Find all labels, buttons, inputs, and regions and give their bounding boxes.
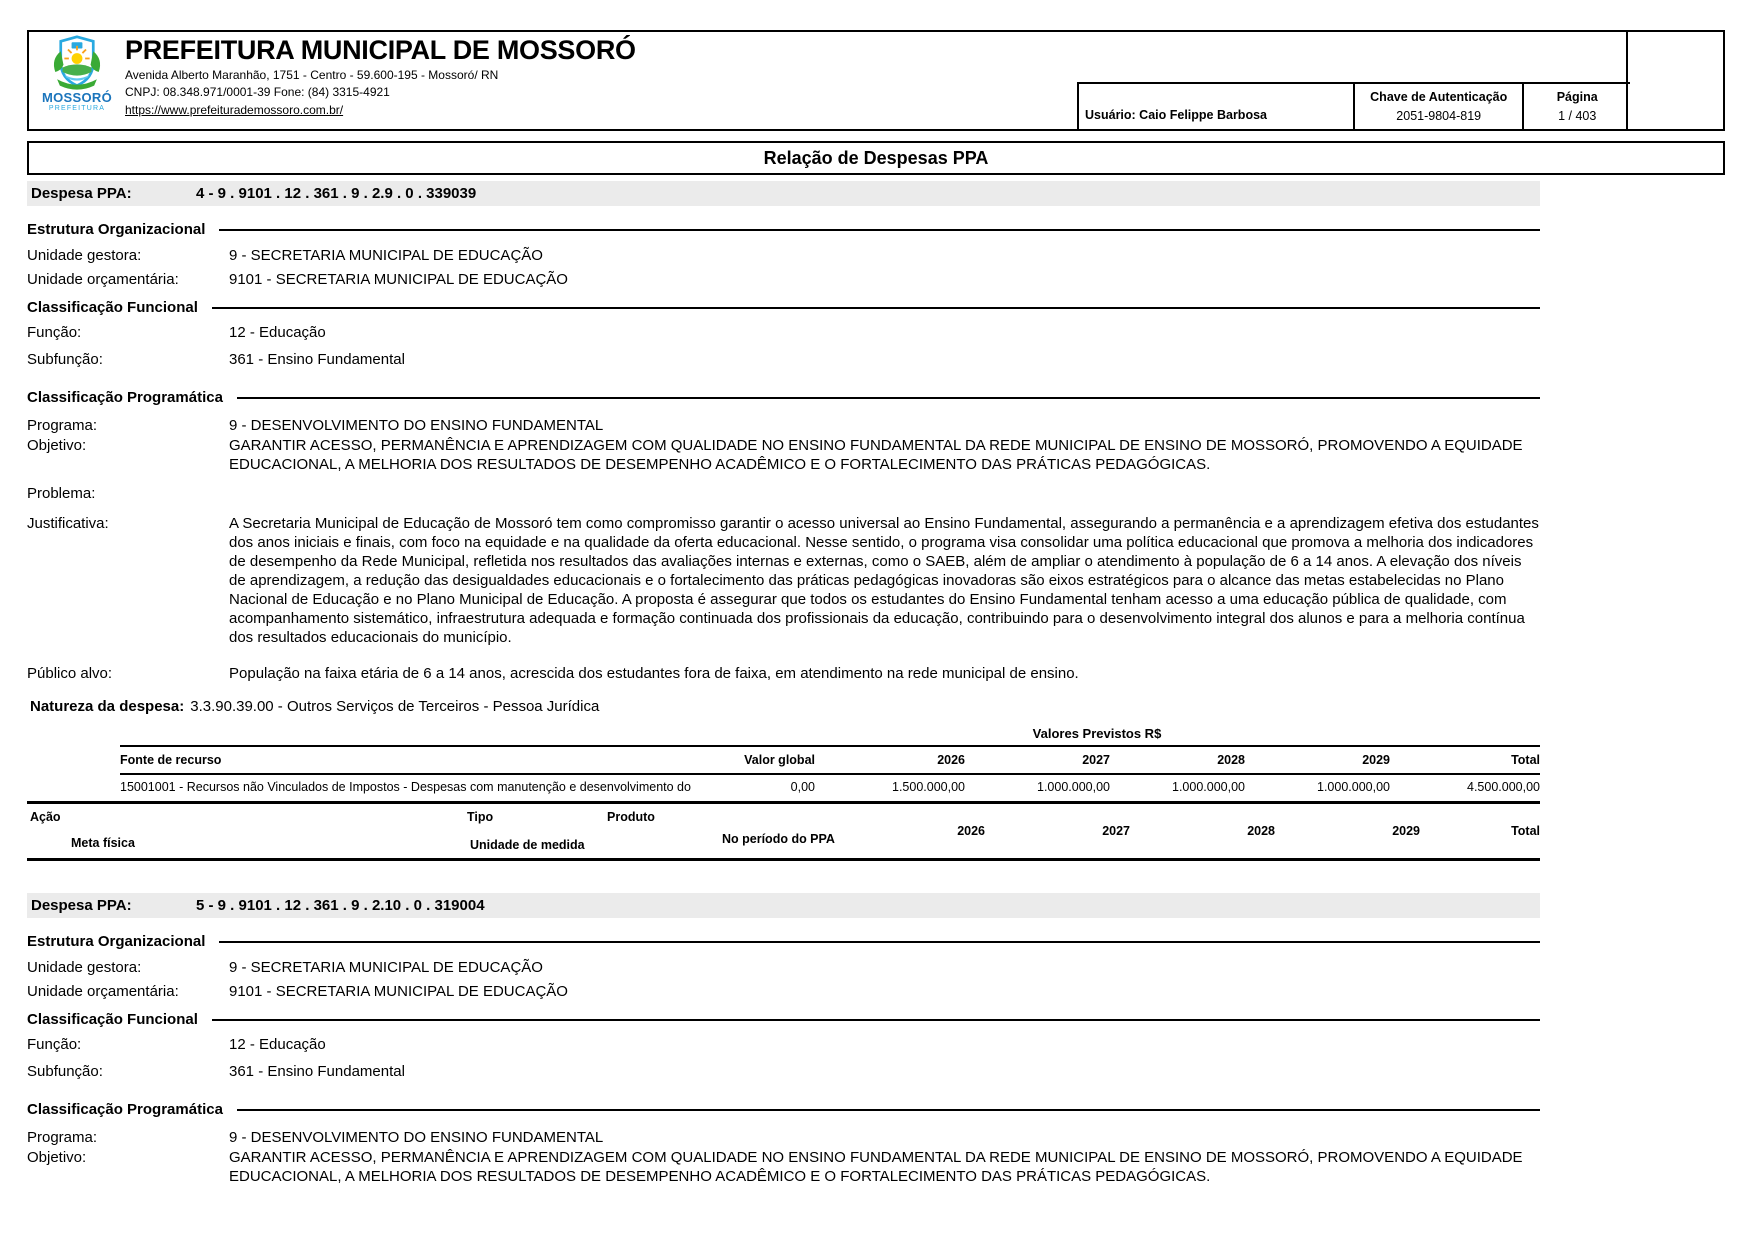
page-label: Página <box>1556 90 1598 105</box>
report-title-bar <box>27 141 1725 175</box>
section-estrutura-organizacional-2 <box>27 933 1540 950</box>
col-valor-global: Valor global <box>744 753 815 767</box>
acao-col-2026: 2026 <box>957 824 985 838</box>
justificativa-row <box>27 514 1540 647</box>
programa-value: 9 - DESENVOLVIMENTO DO ENSINO FUNDAMENTAL <box>229 1129 604 1146</box>
subfuncao-row-2 <box>27 1062 1540 1081</box>
problema-value <box>229 484 1540 503</box>
despesa-ppa-label: Despesa PPA: <box>31 897 132 914</box>
cell-2028: 1.000.000,00 <box>1172 780 1245 794</box>
auth-key-value: 2051-9804-819 <box>1396 108 1482 123</box>
unidade-gestora-row-2 <box>27 958 1540 977</box>
page-number: 1 / 403 <box>1558 108 1597 123</box>
auth-key-cell <box>1353 84 1522 129</box>
fonte-recurso-table <box>120 745 1540 801</box>
programa-row <box>27 416 1540 435</box>
section-classificacao-programatica <box>27 389 1540 406</box>
cell-fonte: 15001001 - Recursos não Vinculados de Impostos - Despesas com manutenção e desenvolvimento do <box>120 780 691 794</box>
section-estrutura-organizacional <box>27 221 1540 238</box>
section-classificacao-programatica-2 <box>27 1101 1540 1118</box>
section-rule <box>219 941 1540 943</box>
natureza-despesa-row <box>27 697 1540 716</box>
acao-label: Ação <box>30 810 61 824</box>
cell-2027: 1.000.000,00 <box>1037 780 1110 794</box>
publico-alvo-value: População na faixa etária de 6 a 14 anos, acrescida dos estudantes fora de faixa, em atendimento na rede municipal de ensino. <box>229 665 1079 682</box>
despesa-ppa-code: 5 - 9 . 9101 . 12 . 361 . 9 . 2.10 . 0 . 319004 <box>196 897 485 914</box>
section-rule <box>212 307 1540 309</box>
table-bottom-rule <box>27 801 1540 804</box>
col-2027: 2027 <box>1082 753 1110 767</box>
section-title: Estrutura Organizacional <box>27 933 206 950</box>
objetivo-value: GARANTIR ACESSO, PERMANÊNCIA E APRENDIZAGEM COM QUALIDADE NO ENSINO FUNDAMENTAL DA REDE MUNICIPAL DE ENSINO DE MOSSORÓ, PROMOVENDO A EQUIDADE EDUCACIONAL, A MELHORIA DOS RESULTADOS DE DESEMPENHO ACADÊMICO E O FORTALECIMENTO DAS PRÁTICAS PEDAGÓGICAS. <box>229 437 1523 473</box>
unidade-gestora-row <box>27 246 1540 265</box>
justificativa-label: Justificativa: <box>27 515 109 532</box>
report-title: Relação de Despesas PPA <box>763 148 989 168</box>
org-cnpj-fone: CNPJ: 08.348.971/0001-39 Fone: (84) 3315-4921 <box>125 85 390 100</box>
funcao-row-2 <box>27 1035 1540 1054</box>
unidade-gestora-label: Unidade gestora: <box>27 247 142 264</box>
subfuncao-value: 361 - Ensino Fundamental <box>229 1063 405 1080</box>
programa-label: Programa: <box>27 417 98 434</box>
mossoro-logo <box>39 35 115 115</box>
funcao-label: Função: <box>27 324 82 341</box>
valores-previstos-title: Valores Previstos R$ <box>1032 726 1162 741</box>
despesa-ppa-label: Despesa PPA: <box>31 185 132 202</box>
justificativa-value: A Secretaria Municipal de Educação de Mossoró tem como compromisso garantir o acesso universal ao Ensino Fundamental, assegurando a permanência e a aprendizagem efetiva dos estudantes dos anos iniciais e finais, com foco na equidade e na qualidade da oferta educacional. Nesse sentido, o programa visa consolidar uma política educacional que promova a melhoria dos indicadores de desempenho da Rede Municipal, refletida nos resultados das avaliações internas e externas, como o SAEB, além de ampliar o atendimento à população de 6 a 14 anos. A elevação dos níveis de aprendizagem, a redução das desigualdades educacionais e o fortalecimento das práticas pedagógicas inovadoras são eixos estratégicos para o alcance das metas estabelecidas no Plano Nacional de Educação e no Plano Municipal de Educação. A proposta é assegurar que todos os estudantes do Ensino Fundamental tenham acesso a uma educação pública de qualidade, com acompanhamento sistemático, infraestrutura adequada e formação continuada dos profissionais da educação, contribuindo para o desenvolvimento integral dos alunos e para a melhoria contínua dos resultados educacionais do município. <box>229 515 1539 646</box>
unidade-orcamentaria-label: Unidade orçamentária: <box>27 271 179 288</box>
acao-bottom-rule <box>27 858 1540 861</box>
city-crest-icon <box>49 35 105 91</box>
section-classificacao-funcional <box>27 299 1540 316</box>
programa-row-2 <box>27 1128 1540 1147</box>
tipo-label: Tipo <box>467 810 494 824</box>
report-header <box>27 30 1725 131</box>
unidade-orcamentaria-value: 9101 - SECRETARIA MUNICIPAL DE EDUCAÇÃO <box>229 983 568 1000</box>
problema-label: Problema: <box>27 485 96 502</box>
section-rule <box>237 397 1540 399</box>
despesa-ppa-band-1 <box>27 181 1540 206</box>
unidade-gestora-value: 9 - SECRETARIA MUNICIPAL DE EDUCAÇÃO <box>229 959 543 976</box>
unidade-gestora-value: 9 - SECRETARIA MUNICIPAL DE EDUCAÇÃO <box>229 247 543 264</box>
org-address: Avenida Alberto Maranhão, 1751 - Centro - 59.600-195 - Mossoró/ RN <box>125 67 499 82</box>
section-classificacao-funcional-2 <box>27 1011 1540 1028</box>
acao-col-2027: 2027 <box>1102 824 1130 838</box>
user-cell <box>1079 84 1353 129</box>
org-identification <box>125 36 636 119</box>
header-meta-table <box>1077 82 1630 129</box>
objetivo-row-2 <box>27 1148 1540 1186</box>
cell-2029: 1.000.000,00 <box>1317 780 1390 794</box>
cell-total: 4.500.000,00 <box>1467 780 1540 794</box>
problema-row <box>27 484 1540 503</box>
despesa-ppa-code: 4 - 9 . 9101 . 12 . 361 . 9 . 2.9 . 0 . 339039 <box>196 185 477 202</box>
logo-subtitle: PREFEITURA <box>48 105 106 112</box>
meta-fisica-label: Meta física <box>71 836 135 850</box>
cell-2026: 1.500.000,00 <box>892 780 965 794</box>
acao-col-total: Total <box>1511 824 1540 838</box>
col-2026: 2026 <box>937 753 965 767</box>
fonte-recurso-header-row <box>120 745 1540 775</box>
org-name: PREFEITURA MUNICIPAL DE MOSSORÓ <box>125 35 636 65</box>
natureza-despesa-value: 3.3.90.39.00 - Outros Serviços de Terceiros - Pessoa Jurídica <box>190 698 600 715</box>
section-title: Classificação Funcional <box>27 299 198 316</box>
objetivo-label: Objetivo: <box>27 437 87 454</box>
org-website-link[interactable]: https://www.prefeiturademossoro.com.br/ <box>125 102 344 117</box>
unidade-orcamentaria-label: Unidade orçamentária: <box>27 983 179 1000</box>
despesa-ppa-band-2 <box>27 893 1540 918</box>
col-2029: 2029 <box>1362 753 1390 767</box>
col-2028: 2028 <box>1217 753 1245 767</box>
col-fonte-de-recurso: Fonte de recurso <box>120 753 222 767</box>
publico-alvo-label: Público alvo: <box>27 665 113 682</box>
objetivo-row <box>27 436 1540 474</box>
funcao-row <box>27 323 1540 342</box>
section-title: Classificação Programática <box>27 389 223 406</box>
section-title: Estrutura Organizacional <box>27 221 206 238</box>
objetivo-value: GARANTIR ACESSO, PERMANÊNCIA E APRENDIZAGEM COM QUALIDADE NO ENSINO FUNDAMENTAL DA REDE MUNICIPAL DE ENSINO DE MOSSORÓ, PROMOVENDO A EQUIDADE EDUCACIONAL, A MELHORIA DOS RESULTADOS DE DESEMPENHO ACADÊMICO E O FORTALECIMENTO DAS PRÁTICAS PEDAGÓGICAS. <box>229 1149 1523 1185</box>
subfuncao-row <box>27 350 1540 369</box>
subfuncao-value: 361 - Ensino Fundamental <box>229 351 405 368</box>
subfuncao-label: Subfunção: <box>27 1063 103 1080</box>
page-cell <box>1522 84 1630 129</box>
header-empty-cell <box>1626 32 1723 129</box>
user-name: Usuário: Caio Felippe Barbosa <box>1085 107 1267 122</box>
cell-valor-global: 0,00 <box>790 780 815 794</box>
unidade-gestora-label: Unidade gestora: <box>27 959 142 976</box>
auth-key-label: Chave de Autenticação <box>1370 90 1508 105</box>
section-rule <box>237 1109 1540 1111</box>
logo-city-name: MOSSORÓ <box>42 90 112 105</box>
unidade-medida-label: Unidade de medida <box>470 838 585 852</box>
section-title: Classificação Funcional <box>27 1011 198 1028</box>
unidade-orcamentaria-row <box>27 270 1540 289</box>
programa-value: 9 - DESENVOLVIMENTO DO ENSINO FUNDAMENTAL <box>229 417 604 434</box>
report-body <box>27 181 1540 1186</box>
acao-col-2029: 2029 <box>1392 824 1420 838</box>
section-rule <box>219 229 1540 231</box>
periodo-ppa-label: No período do PPA <box>722 832 835 846</box>
unidade-orcamentaria-row-2 <box>27 982 1540 1001</box>
acao-col-2028: 2028 <box>1247 824 1275 838</box>
natureza-despesa-label: Natureza da despesa: <box>30 698 185 715</box>
acao-header-block <box>27 810 1540 858</box>
col-total: Total <box>1511 753 1540 767</box>
funcao-label: Função: <box>27 1036 82 1053</box>
funcao-value: 12 - Educação <box>229 1036 326 1053</box>
fonte-recurso-data-row <box>120 775 1540 801</box>
subfuncao-label: Subfunção: <box>27 351 103 368</box>
objetivo-label: Objetivo: <box>27 1149 87 1166</box>
publico-alvo-row <box>27 664 1540 683</box>
unidade-orcamentaria-value: 9101 - SECRETARIA MUNICIPAL DE EDUCAÇÃO <box>229 271 568 288</box>
funcao-value: 12 - Educação <box>229 324 326 341</box>
produto-label: Produto <box>607 810 655 824</box>
programa-label: Programa: <box>27 1129 98 1146</box>
section-title: Classificação Programática <box>27 1101 223 1118</box>
section-rule <box>212 1019 1540 1021</box>
